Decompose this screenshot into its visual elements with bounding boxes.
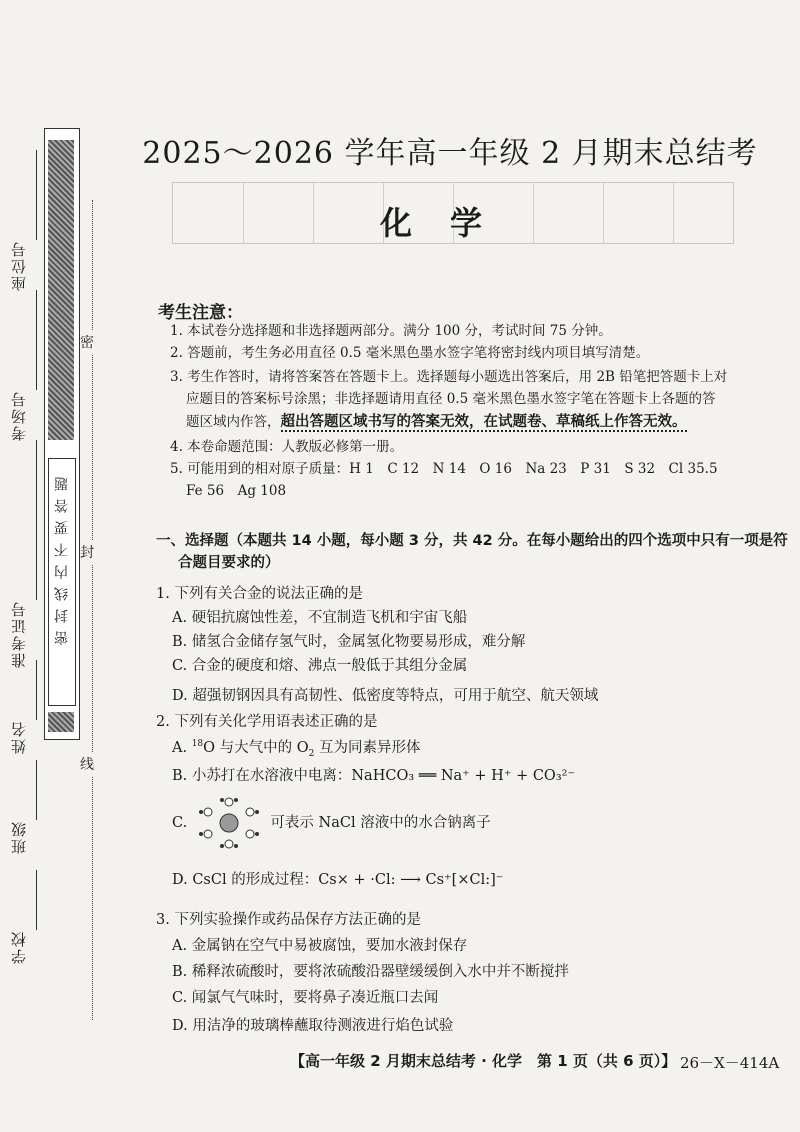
- notice-line-3a: 3. 考生作答时，请将答案答在答题卡上。选择题每小题选出答案后，用 2B 铅笔把答题卡上对: [170, 369, 728, 385]
- seat-number-label: 座位号: [10, 240, 28, 291]
- class-label: 班级: [10, 820, 28, 854]
- q2-c-prefix: C.: [172, 815, 188, 831]
- q1-option-a: A. 硬铝抗腐蚀性差，不宜制造飞机和宇宙飞船: [172, 610, 468, 626]
- q2-a-suffix: 互为同素异形体: [314, 740, 421, 756]
- q2-c-suffix: 可表示 NaCl 溶液中的水合钠离子: [270, 815, 491, 831]
- notice-line-3c: [186, 413, 786, 432]
- section-heading-line-2: 合题目要求的）: [178, 555, 280, 571]
- seal-char-xian: 线: [80, 752, 94, 776]
- notice-line-4: 4. 本卷命题范围：人教版必修第一册。: [170, 439, 404, 455]
- paper-code: 26－X－414A: [680, 1054, 780, 1072]
- q3-option-d: D. 用洁净的玻璃棒蘸取待测液进行焰色试验: [172, 1018, 454, 1034]
- q3-option-b: B. 稀释浓硫酸时，要将浓硫酸沿器壁缓缓倒入水中并不断搅拌: [172, 964, 569, 980]
- room-fill-line: [36, 290, 37, 390]
- seal-char-mi: 密: [80, 330, 94, 354]
- q1-option-b: B. 储氢合金储存氢气时，金属氢化物要易形成，难分解: [172, 634, 526, 650]
- subject-title: 化学: [379, 204, 520, 242]
- notice-line-2: 2. 答题前，考生务必用直径 0.5 毫米黑色墨水签字笔将密封线内项目填写清楚。: [170, 345, 650, 361]
- page-footer: 【高一年级 2 月期末总结考 · 化学 第 1 页（共 6 页）】: [290, 1052, 677, 1070]
- q2-option-c: [172, 796, 491, 850]
- notice-line-5b: Fe 56 Ag 108: [186, 483, 287, 499]
- school-label: 学校: [10, 930, 28, 964]
- q3-option-a: A. 金属钠在空气中易被腐蚀，要加水液封保存: [172, 938, 468, 954]
- name-fill-line: [36, 660, 37, 720]
- q2-a-mass-number: 18: [191, 739, 204, 750]
- q2-a-middle: O 与大气中的 O: [203, 740, 309, 756]
- q2-option-a: [172, 736, 421, 759]
- q2-option-d: D. CsCl 的形成过程：Cs× + ·Cl: ⟶ Cs⁺[×Cl:]⁻: [172, 872, 504, 888]
- seal-dotted-line: [92, 200, 93, 1020]
- q2-a-subscript: 2: [308, 748, 315, 759]
- exam-room-label: 考场号: [10, 390, 28, 441]
- notice-emphasis: 超出答题区域书写的答案无效，在试题卷、草稿纸上作答无效。: [280, 414, 687, 430]
- id-fill-line: [36, 440, 37, 600]
- notice-heading: 考生注意：: [158, 303, 243, 323]
- notice-line-3b: 应题目的答案标号涂黑；非选择题请用直径 0.5 毫米黑色墨水签字笔在答题卡上各题的答: [186, 391, 716, 407]
- barcode-area-bottom: [48, 712, 74, 732]
- q3-option-c: C. 闻氯气气味时，要将鼻子凑近瓶口去闻: [172, 990, 439, 1006]
- section-heading-line-1: 一、选择题（本题共 14 小题，每小题 3 分，共 42 分。在每小题给出的四个选项中只有一项是符: [156, 533, 788, 549]
- notice-line-3c-text: 题区域内作答，: [186, 414, 281, 430]
- q1-stem: 1. 下列有关合金的说法正确的是: [156, 586, 363, 602]
- seal-warning-box: [48, 458, 76, 706]
- barcode-area-top: [48, 140, 74, 440]
- notice-line-1: 1. 本试卷分选择题和非选择题两部分。满分 100 分，考试时间 75 分钟。: [170, 323, 612, 339]
- seal-char-feng: 封: [80, 540, 94, 564]
- name-label: 姓名: [10, 720, 28, 754]
- seal-warning-text: 密封线内不要答题: [54, 469, 70, 645]
- q2-stem: 2. 下列有关化学用语表述正确的是: [156, 714, 378, 730]
- section-heading: [156, 530, 796, 574]
- q2-option-b: B. 小苏打在水溶液中电离：NaHCO₃ ══ Na⁺ + H⁺ + CO₃²⁻: [172, 768, 576, 784]
- q1-option-c: C. 合金的硬度和熔、沸点一般低于其组分金属: [172, 658, 468, 674]
- notice-line-5: 5. 可能用到的相对原子质量：H 1 C 12 N 14 O 16 Na 23 P 31 S 32 Cl 35.5: [170, 461, 718, 477]
- school-fill-line: [36, 870, 37, 930]
- exam-title: 2025～2026 学年高一年级 2 月期末总结考: [142, 136, 758, 171]
- admission-number-label: 准考证号: [10, 600, 28, 668]
- hydrated-ion-diagram: [196, 796, 262, 850]
- q1-option-d: D. 超强韧钢因具有高韧性、低密度等特点，可用于航空、航天领域: [172, 688, 599, 704]
- q2-a-prefix: A.: [172, 740, 192, 756]
- q3-stem: 3. 下列实验操作或药品保存方法正确的是: [156, 912, 421, 928]
- class-fill-line: [36, 760, 37, 820]
